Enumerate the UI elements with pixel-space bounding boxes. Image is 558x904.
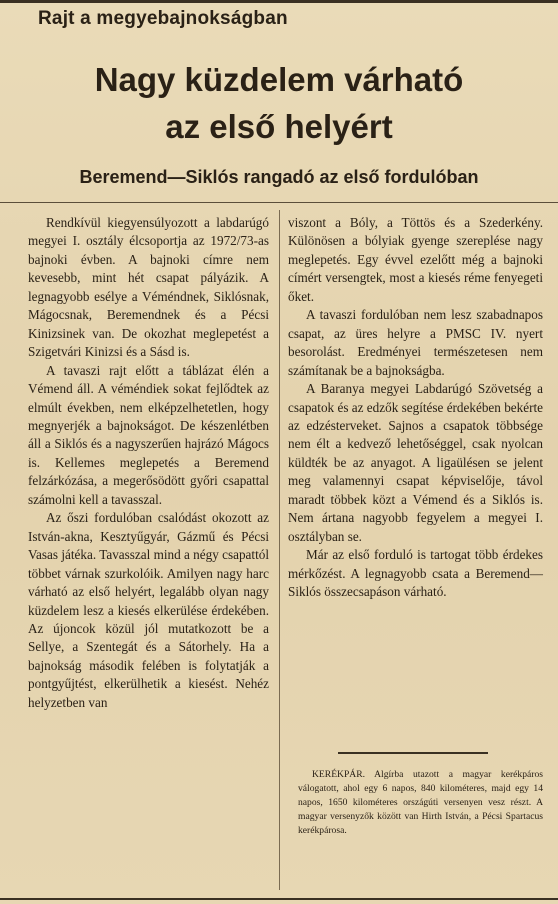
paragraph: A Baranya megyei Labdarúgó Szövetség a csapatok és az edzők segítése érdekében bekérte az edzésterveket. Sajnos a csapatok többsége nem élt a kedvező lehetőséggel, csak nyolcan küldték be az anyagot. A ligaülésen se jelent meg valamennyi csapat képviselője, távol maradt többek közt a Vémend és a Siklós is. Nem ártana nagyobb fegyelem a megyei I. osztályban se. (288, 381, 543, 544)
headline-line-2: az első helyért (165, 108, 393, 145)
right-column (288, 214, 543, 602)
brief-separator (338, 752, 488, 754)
paragraph: Az őszi fordulóban csalódást okozott az István-akna, Kesztyűgyár, Gázmű és Pécsi Vasas játéka. Tavasszal mind a négy csapattól többet várnak szurkolóik. Amilyen nagy harc várható az első helyért, legalább olyan nagy küzdelem lesz a kiesés elkerülése érdekében. Az újoncok közül jól mutatkozott be a Sellye, a Szentegát és a Sátorhely. Ha a bajnokság második felében is folytatják a pontgyűjtést, elkerülhetik a kiesést. Nehéz helyzetben van (28, 510, 269, 710)
column-divider (279, 210, 280, 890)
section-kicker: Rajt a megyebajnokságban (38, 8, 288, 29)
top-rule (0, 0, 558, 3)
subheadline: Beremend—Siklós rangadó az első fordulóban (79, 167, 479, 187)
header-divider (0, 202, 558, 203)
headline-line-1: Nagy küzdelem várható (94, 61, 464, 98)
paragraph: viszont a Bóly, a Töttös és a Szederkény. Különösen a bólyiak gyenge szereplése nagy meglepetés. Egy évvel ezelőtt még a bajnoki címért versengtek, most a kiesés réme fenyegeti őket. (288, 215, 543, 304)
left-column (28, 214, 269, 712)
brief-text: KERÉKPÁR. Algírba utazott a magyar kerékpáros válogatott, ahol egy 6 napos, 840 kilométeres, majd egy 14 napos, 1650 kilométeres országúti versenyen vesz részt. A magyar versenyzők között van Hirth István, a Pécsi Spartacus kerékpárosa. (298, 769, 543, 836)
news-brief (298, 768, 543, 838)
paragraph: Rendkívül kiegyensúlyozott a labdarúgó megyei I. osztály élcsoportja az 1972/73-as bajnoki évben. A bajnoki címre nem kevesebb, mint hét csapat pályázik. A legnagyobb esélye a Véméndnek, Siklósnak, Mágocsnak, Beremendnek és a Pécsi Kinizsinek van. De okozhat meglepetést a Szigetvári Kinizsi és a Sásd is. (28, 215, 269, 360)
headline (0, 56, 558, 150)
paragraph: A tavaszi fordulóban nem lesz szabadnapos csapat, az üres helyre a PMSC IV. nyert besorolást. Eredményei természetesen nem számítanak be a bajnokságba. (288, 307, 543, 378)
paragraph: Már az első forduló is tartogat több érdekes mérkőzést. A legnagyobb csata a Beremend—Siklós összecsapáson várható. (288, 547, 543, 600)
bottom-rule (0, 898, 558, 900)
paragraph: A tavaszi rajt előtt a táblázat élén a Vémend áll. A véméndiek sokat fejlődtek az elmúlt években, nem elképzelhetetlen, hogy megnyerjék a bajnokságot. De készenlétben áll a Siklós és a nagyszerűen hajrázó Mágocs is. Kellemes meglepetés a Beremend felzárkózása, a megerősödött győri csapattal számolni kell a tavasszal. (28, 362, 269, 507)
